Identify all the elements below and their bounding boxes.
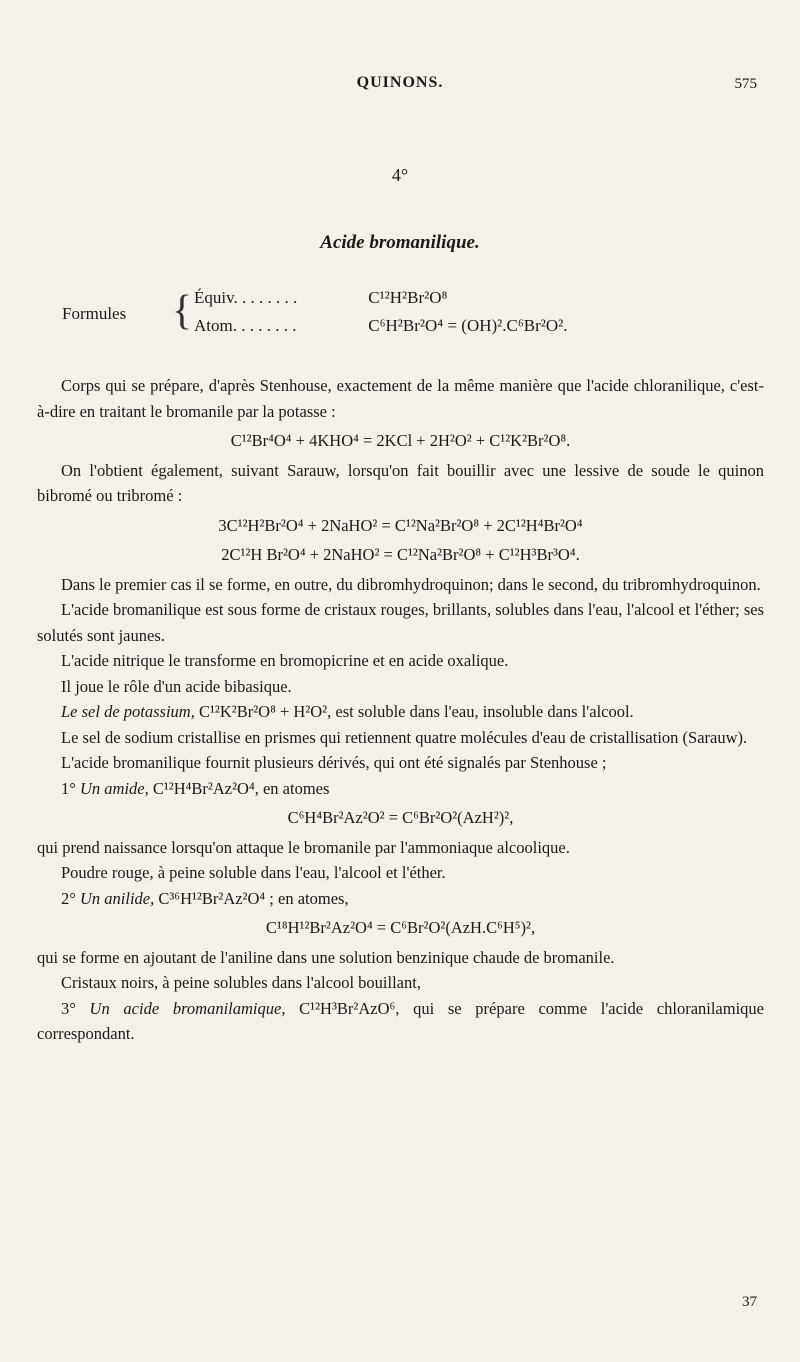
paragraph <box>37 996 764 1047</box>
signature-mark: 37 <box>742 1294 757 1310</box>
section-title: Acide bromanilique. <box>320 232 480 253</box>
page-number: 575 <box>734 76 757 92</box>
paragraph: L'acide bromanilique fournit plusieurs dérivés, qui ont été signalés par Stenhouse ; <box>61 753 607 772</box>
paragraph: L'acide nitrique le transforme en bromopicrine et en acide oxalique. <box>61 651 509 670</box>
paragraph-text: C³⁶H¹²Br²Az²O⁴ ; en atomes, <box>154 888 349 908</box>
equation: 3C¹²H²Br²O⁴ + 2NaHO² = C¹²Na²Br²O⁸ + 2C¹²H⁴Br²O⁴ <box>218 515 583 535</box>
paragraph: Le sel de sodium cristallise en prismes qui retiennent quatre molécules d'eau de cristallisation (Sarauw). <box>61 727 748 747</box>
formula-value: C¹²H²Br²O⁸ <box>368 288 448 307</box>
paragraph: On l'obtient également, suivant Sarauw, lorsqu'on fait bouillir avec une lessive de soude le quinon bibromé ou tribromé : <box>37 460 764 505</box>
equation: C¹⁸H¹²Br²Az²O⁴ = C⁶Br²O²(AzH.C⁶H⁵)², <box>265 918 536 937</box>
running-header: QUINONS. <box>356 74 444 91</box>
formula-row-equiv <box>194 288 447 308</box>
equation: C¹²Br⁴O⁴ + 4KHO⁴ = 2KCl + 2H²O² + C¹²K²Br²O⁸. <box>230 431 571 450</box>
paragraph-text: C¹²H³Br²AzO⁶, qui se prépare comme l'acide chloranilamique correspondant. <box>37 998 764 1043</box>
item-number: 3° <box>61 998 76 1018</box>
paragraph: Poudre rouge, à peine soluble dans l'eau, l'alcool et l'éther. <box>61 863 446 882</box>
formula-kind: Atom. . . . . . . . <box>194 316 297 335</box>
formula-row-atom <box>194 316 568 336</box>
equation: C⁶H⁴Br²Az²O² = C⁶Br²O²(AzH²)², <box>287 808 514 827</box>
italic-term: Un anilide, <box>75 888 155 908</box>
italic-term: Un amide, <box>75 778 149 798</box>
paragraph-text: C¹²K²Br²O⁸ + H²O², est soluble dans l'eau, insoluble dans l'alcool. <box>194 702 634 721</box>
paragraph: L'acide bromanilique est sous forme de cristaux rouges, brillants, solubles dans l'eau, l'alcool et l'éther; ses solutés sont jaunes. <box>37 600 764 645</box>
brace-glyph: { <box>172 288 193 334</box>
formula-value: C⁶H²Br²O⁴ = (OH)².C⁶Br²O². <box>368 316 568 335</box>
item-number: 2° <box>61 888 76 908</box>
paragraph: Corps qui se prépare, d'après Stenhouse, exactement de la même manière que l'acide chloranilique, c'est-à-dire en traitant le bromanile par la potasse : <box>37 376 764 421</box>
item-number: 1° <box>61 778 76 798</box>
formulas-block <box>62 288 762 348</box>
paragraph: qui prend naissance lorsqu'on attaque le bromanile par l'ammoniaque alcoolique. <box>37 837 570 857</box>
formulas-label: Formules <box>62 304 127 323</box>
paragraph: Dans le premier cas il se forme, en outre, du dibromhydroquinon; dans le second, du tribromhydroquinon. <box>61 574 761 594</box>
paragraph: Il joue le rôle d'un acide bibasique. <box>61 676 292 696</box>
paragraph <box>37 776 764 802</box>
italic-term: Un acide bromanilamique, <box>75 998 286 1018</box>
body-text <box>37 373 764 1047</box>
paragraph: qui se forme en ajoutant de l'aniline dans une solution benzinique chaude de bromanile. <box>37 947 615 967</box>
paragraph: Cristaux noirs, à peine solubles dans l'alcool bouillant, <box>61 973 421 992</box>
paragraph <box>37 886 764 912</box>
paragraph-text: C¹²H⁴Br²Az²O⁴, en atomes <box>148 778 330 798</box>
paragraph <box>37 699 764 725</box>
formula-kind: Équiv. . . . . . . . <box>194 288 298 307</box>
equation: 2C¹²H Br²O⁴ + 2NaHO² = C¹²Na²Br²O⁸ + C¹²H³Br³O⁴. <box>221 545 580 564</box>
italic-term: Le sel de potassium, <box>61 702 195 721</box>
section-number: 4° <box>391 165 409 185</box>
